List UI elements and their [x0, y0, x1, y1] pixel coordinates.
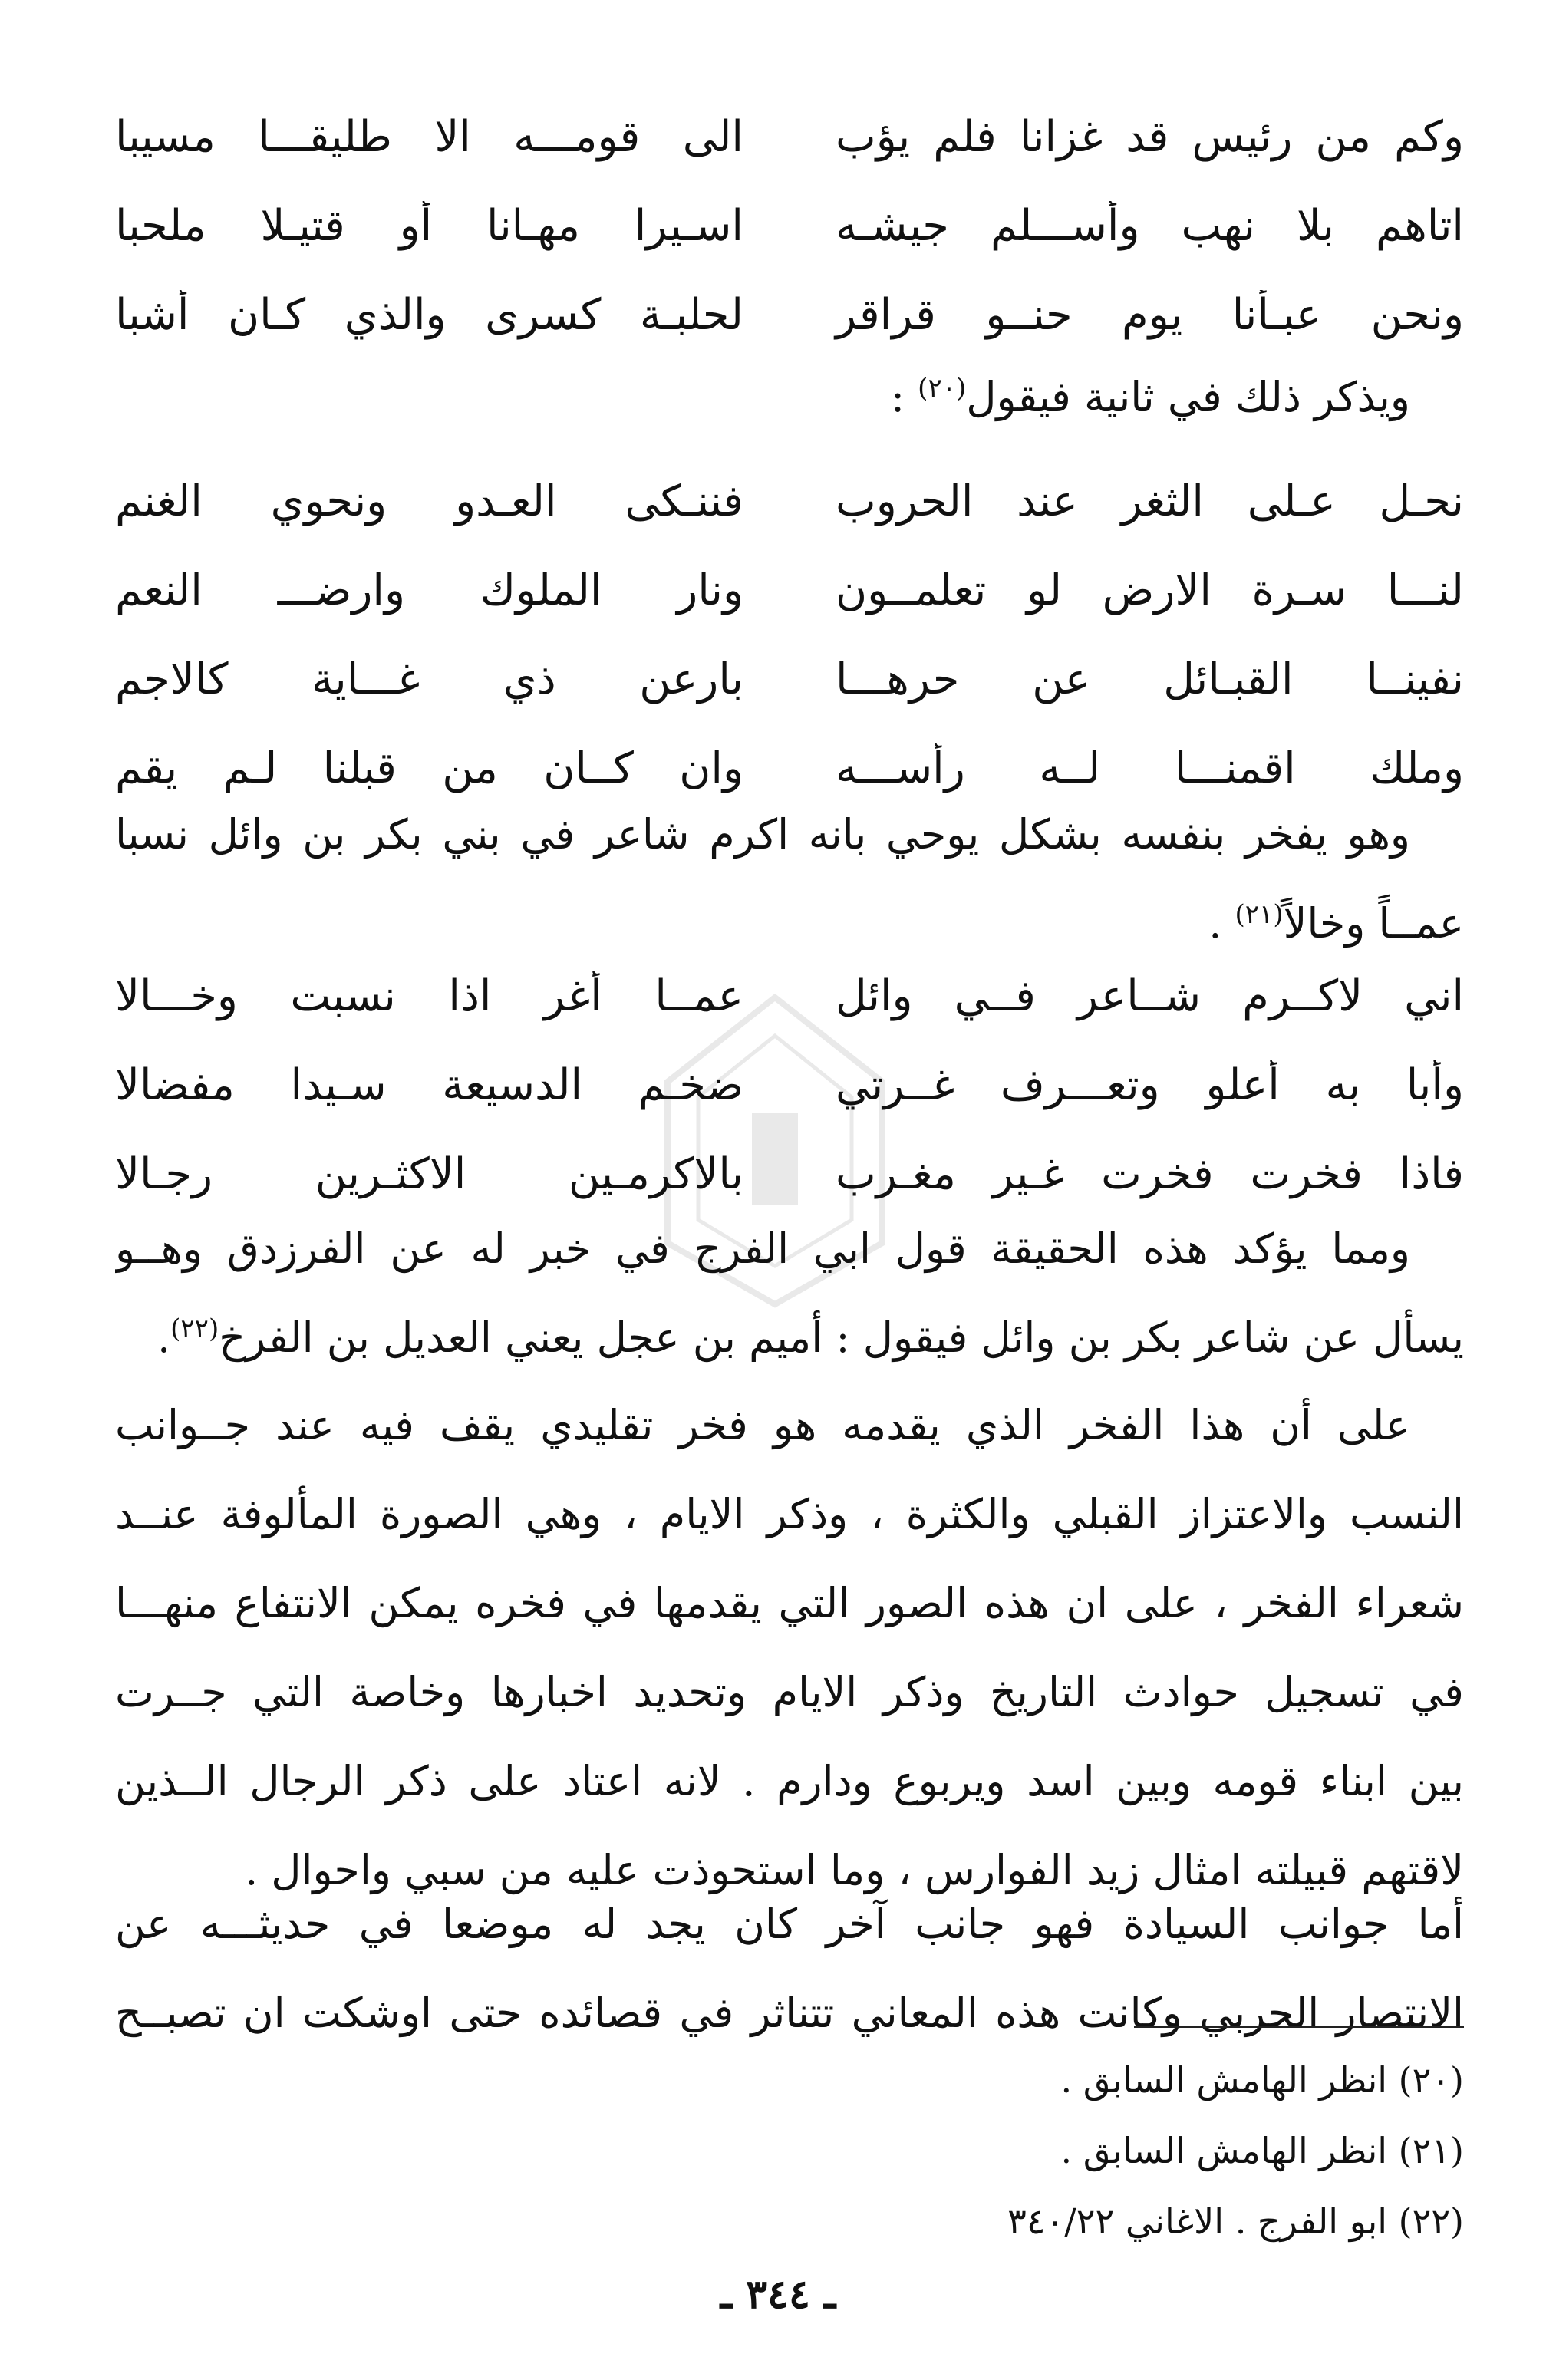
- poem-line: [115, 92, 1464, 181]
- paragraph-line: النسب والاعتزاز القبلي والكثرة ، وذكر الايام ، وهي الصورة المألوفة عنــد: [115, 1490, 1464, 1538]
- page-number: ـ ٣٤٤ ـ: [720, 2271, 836, 2318]
- paragraph-3: [115, 1381, 1464, 1915]
- hemistich-first: وأبا به أعلو وتعـــرف غــرتي: [836, 1060, 1464, 1110]
- hemistich-second: ونار الملوك وارضـــ النعم: [115, 565, 743, 615]
- hemistich-first: اتاهم بلا نهب وأســـلم جيشـه: [836, 200, 1464, 251]
- paragraph-line: ويذكر ذلك في ثانية فيقول$^{(٢٠)}$ :: [890, 373, 1410, 421]
- footnote-21: (٢١) انظر الهامش السابق .: [1060, 2130, 1464, 2171]
- paragraph-line: عمــاً وخالاً$^{(٢١)}$ .: [1208, 899, 1464, 948]
- footnotes: [115, 2045, 1464, 2256]
- footnote-divider: [1134, 2026, 1464, 2028]
- paragraph-2: [115, 1205, 1464, 1383]
- poem-line: [115, 951, 1464, 1040]
- hemistich-second: بارعن ذي غـــاية كالاجم: [115, 654, 743, 704]
- footnote-22: (٢٢) ابو الفرج . الاغاني ٣٤٠/٢٢: [1007, 2200, 1464, 2242]
- hemistich-first: اني لاكــرم شــاعر فــي وائل: [836, 971, 1464, 1021]
- hemistich-second: الى قومـــه الا طليقـــا مسيبا: [115, 111, 743, 162]
- paragraph-line: يسأل عن شاعر بكر بن وائل فيقول : أميم بن عجل يعني العديل بن الفرخ$^{(٢٢)}$.: [157, 1314, 1464, 1362]
- poem-line: [115, 181, 1464, 270]
- hemistich-first: وكم من رئيس قد غزانا فلم يؤب: [836, 111, 1464, 162]
- hemistich-first: فاذا فخرت فخرت غـير مغـرب: [836, 1149, 1464, 1199]
- paragraph-line: ومما يؤكد هذه الحقيقة قول ابي الفرج في خبر له عن الفرزدق وهــو: [115, 1225, 1410, 1273]
- hemistich-second: لحلبـة كسرى والذي كـان أشبا: [115, 289, 743, 340]
- poem-line: [115, 270, 1464, 359]
- intro-line-2: [115, 353, 1464, 442]
- hemistich-first: ونحن عبـأنا يوم حنــو قراقر: [836, 289, 1464, 340]
- hemistich-second: عمــا أغر اذا نسبت وخـــالا: [115, 971, 743, 1021]
- paragraph-line: لاقتهم قبيلته امثال زيد الفوارس ، وما استحوذت عليه من سبي واحوال .: [244, 1846, 1464, 1894]
- hemistich-first: لنـــا سـرة الارض لو تعلمــون: [836, 565, 1464, 615]
- poem-line: [115, 457, 1464, 546]
- poem-block-2: [115, 457, 1464, 813]
- footnote-ref: (٢٠): [918, 373, 967, 404]
- paragraph-line: شعراء الفخر ، على ان هذه الصور التي يقدمها في فخره يمكن الانتفاع منهـــا: [115, 1579, 1464, 1627]
- hemistich-second: وان كــان من قبلنا لـم يقم: [115, 743, 743, 793]
- poem-block-1: [115, 92, 1464, 359]
- paragraph-line: في تسجيل حوادث التاريخ وذكر الايام وتحديد اخبارها وخاصة التي جــرت: [115, 1668, 1464, 1716]
- hemistich-second: ضخـم الدسيعة سـيدا مفضالا: [115, 1060, 743, 1110]
- paragraph-line: على أن هذا الفخر الذي يقدمه هو فخر تقليدي يقف فيه عند جــوانب: [115, 1401, 1410, 1449]
- paragraph-line: الانتصار الحربي وكانت هذه المعاني تتناثر في قصائده حتى اوشكت ان تصبــح: [115, 1989, 1464, 2037]
- poem-line: [115, 1040, 1464, 1129]
- footnote-ref: (٢١): [1235, 899, 1284, 930]
- poem-block-3: [115, 951, 1464, 1218]
- hemistich-second: اسـيرا مهـانا أو قتيـلا ملحبا: [115, 200, 743, 251]
- hemistich-first: وملك اقمنـــا لــه رأســـه: [836, 743, 1464, 793]
- paragraph-line: بين ابناء قومه وبين اسد ويربوع ودارم . لانه اعتاد على ذكر الرجال الــذين: [115, 1757, 1464, 1805]
- hemistich-first: نحـل عـلى الثغر عند الحروب: [836, 476, 1464, 526]
- paragraph-line: وهو يفخر بنفسه بشكل يوحي بانه اكرم شاعر في بني بكر بن وائل نسبا: [115, 810, 1410, 859]
- footnote-ref: (٢٢): [170, 1314, 219, 1344]
- hemistich-second: بالاكرمـين الاكثـرين رجـالا: [115, 1149, 743, 1199]
- paragraph-1: [115, 790, 1464, 968]
- poem-line: [115, 546, 1464, 635]
- hemistich-first: نفينــا القبـائل عن حرهـــا: [836, 654, 1464, 704]
- paragraph-line: أما جوانب السيادة فهو جانب آخر كان يجد له موضعا في حديثـــه عن: [115, 1900, 1464, 1948]
- hemistich-second: فننـكى العـدو ونحوي الغنم: [115, 476, 743, 526]
- footnote-20: (٢٠) انظر الهامش السابق .: [1060, 2059, 1464, 2101]
- paragraph-4: [115, 1880, 1464, 2058]
- poem-line: [115, 635, 1464, 724]
